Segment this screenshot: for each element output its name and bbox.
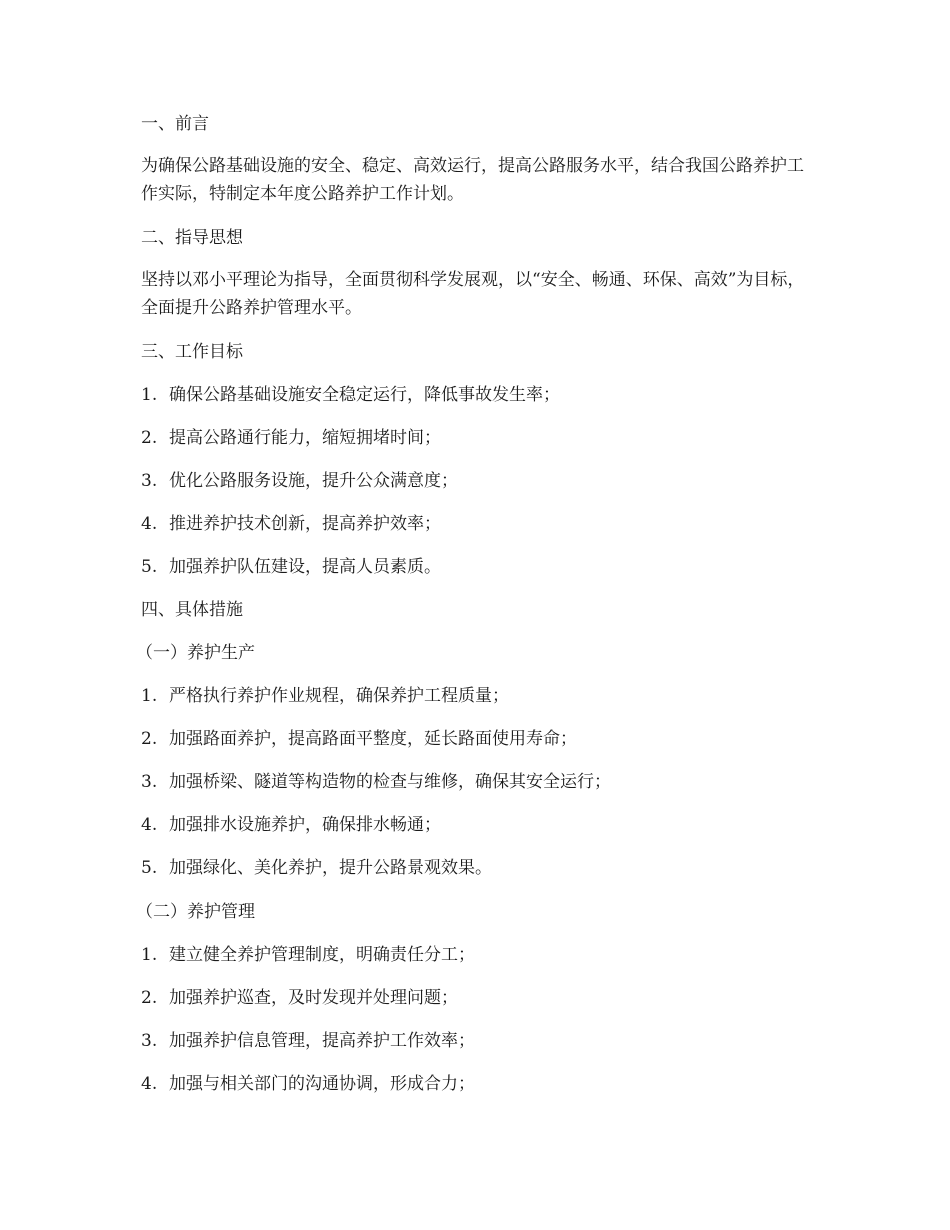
list-item-text: 加强路面养护，提高路面平整度，延长路面使用寿命； [169, 729, 577, 749]
list-item-number: 3. [141, 1031, 158, 1051]
list-item [141, 811, 441, 839]
list-item-text: 确保公路基础设施安全稳定运行，降低事故发生率； [169, 385, 560, 405]
list-item-text: 优化公路服务设施，提升公众满意度； [169, 471, 458, 491]
list-item [141, 941, 475, 969]
list-item [141, 381, 560, 409]
list-item [141, 682, 509, 710]
section-heading-3: 三、工作目标 [141, 342, 243, 362]
section-heading-2: 二、指导思想 [141, 228, 243, 248]
list-item [141, 510, 441, 538]
list-item-number: 4. [141, 1074, 158, 1094]
section-heading-1: 一、前言 [141, 114, 209, 134]
list-item-number: 5. [141, 858, 158, 878]
list-item [141, 984, 458, 1012]
list-item-text: 建立健全养护管理制度，明确责任分工； [169, 945, 475, 965]
list-item-text: 严格执行养护作业规程，确保养护工程质量； [169, 686, 509, 706]
list-item-number: 1. [141, 945, 158, 965]
section-heading-4: 四、具体措施 [141, 600, 243, 620]
list-item-text: 提高公路通行能力，缩短拥堵时间； [169, 428, 441, 448]
list-item-text: 加强绿化、美化养护，提升公路景观效果。 [169, 858, 492, 878]
list-item-number: 4. [141, 815, 158, 835]
list-item-number: 4. [141, 514, 158, 534]
list-item-number: 5. [141, 557, 158, 577]
list-item [141, 768, 611, 796]
list-item-number: 1. [141, 385, 158, 405]
list-item [141, 424, 441, 452]
list-item-number: 1. [141, 686, 158, 706]
list-item-number: 3. [141, 772, 158, 792]
list-item-text: 加强与相关部门的沟通协调，形成合力； [169, 1074, 475, 1094]
list-item-text: 加强养护信息管理，提高养护工作效率； [169, 1031, 475, 1051]
list-item-number: 3. [141, 471, 158, 491]
subsection-heading-2: （二）养护管理 [136, 902, 255, 922]
section-paragraph-2: 坚持以邓小平理论为指导，全面贯彻科学发展观，以“安全、畅通、环保、高效”为目标，全面提升公路养护管理水平。 [141, 270, 805, 318]
subsection-heading-1: （一）养护生产 [136, 643, 255, 663]
list-item-text: 加强养护队伍建设，提高人员素质。 [169, 557, 441, 577]
list-item-number: 2. [141, 729, 158, 749]
list-item-number: 2. [141, 988, 158, 1008]
list-item [141, 1027, 475, 1055]
list-item-text: 推进养护技术创新，提高养护效率； [169, 514, 441, 534]
list-item [141, 854, 492, 882]
list-item [141, 725, 577, 753]
list-item-text: 加强桥梁、隧道等构造物的检查与维修，确保其安全运行； [169, 772, 611, 792]
list-item [141, 1070, 475, 1098]
list-item-number: 2. [141, 428, 158, 448]
list-item-text: 加强养护巡查，及时发现并处理问题； [169, 988, 458, 1008]
section-paragraph-1: 为确保公路基础设施的安全、稳定、高效运行，提高公路服务水平，结合我国公路养护工作实际，特制定本年度公路养护工作计划。 [141, 156, 804, 204]
list-item [141, 553, 441, 581]
list-item-text: 加强排水设施养护，确保排水畅通； [169, 815, 441, 835]
list-item [141, 467, 458, 495]
